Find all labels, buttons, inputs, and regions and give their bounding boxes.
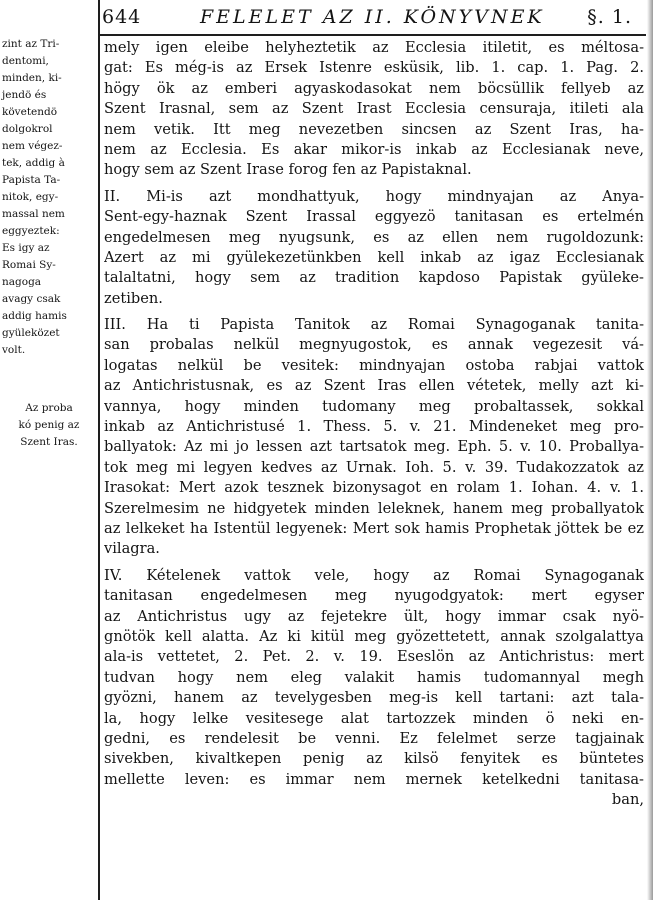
header-rule <box>98 34 646 36</box>
marginal-note-line: massal nem <box>2 208 65 220</box>
marginal-note-line: Es igy az <box>2 242 50 254</box>
text-line: ballyatok: Az mi jo lessen azt tartsatok meg. Eph. 5. v. 10. Proballya- <box>104 438 644 456</box>
text-line: tok meg mi legyen kedves az Urnak. Ioh. 5. v. 39. Tudakozzatok az <box>104 458 644 476</box>
text-line: gat: Es még-is az Ersek Istenre esküsik, lib. 1. cap. 1. Pag. 2. <box>104 59 644 77</box>
text-line: mely igen eleibe helyheztetik az Ecclesia itiletit, es méltosa- <box>104 39 644 56</box>
text-line: gnötök kell alatta. Az ki kitül meg gyözettetett, annak szolgalattya <box>104 627 644 645</box>
section-mark: §. 1. <box>587 6 632 28</box>
text-line: Sent-egy-haznak Szent Irassal eggyezö tanitasan es ertelmén <box>104 208 644 226</box>
text-line: inkab az Antichristusé 1. Thess. 5. v. 21. Mindeneket meg pro- <box>104 418 644 436</box>
marginal-note-line: Romai Sy- <box>2 259 56 271</box>
marginal-note-line: volt. <box>2 344 26 356</box>
text-line: gyözni, hanem az tevelygesben meg-is kell tartani: azt tala- <box>104 689 644 707</box>
marginal-note-line: nitok, egy- <box>2 191 59 203</box>
text-line: mellette leven: es immar nem mernek ketelkedni tanitasa- <box>104 770 644 788</box>
page-edge-shadow <box>647 0 653 900</box>
text-line: nem az Ecclesia. Es akar mikor-is inkab az Ecclesianak neve, <box>104 140 644 158</box>
marginal-note <box>2 36 96 359</box>
text-line: Irasokat: Mert azok tesznek bizonysagot en rolam 1. Iohan. 4. v. 1. <box>104 479 644 497</box>
text-line: zetiben. <box>104 289 163 307</box>
main-text-block <box>104 38 644 810</box>
marginal-note-line: dolgokrol <box>2 123 53 135</box>
marginal-note-line: zint az Tri- <box>2 38 60 50</box>
marginal-note-line: nem végez- <box>2 140 63 152</box>
marginal-note-line: Az proba <box>25 402 73 414</box>
text-line: II. Mi-is azt mondhattyuk, hogy mindnyajan az Anya- <box>104 187 644 205</box>
page-number: 644 <box>102 6 142 28</box>
running-header <box>102 4 642 32</box>
text-line: Szent Irasnal, sem az Szent Irast Ecclesia censuraja, itileti ala <box>104 100 644 118</box>
marginal-note-line: jendö és <box>2 89 47 101</box>
marginal-note-line: gyüleközet <box>2 327 60 339</box>
marginal-note-line: addig hamis <box>2 310 67 322</box>
running-title: FELELET AZ II. KÖNYVNEK <box>200 6 545 28</box>
text-line: gedni, es rendelesit be venni. Ez felelmet serze tagjainak <box>104 729 644 747</box>
text-line: IV. Kételenek vattok vele, hogy az Romai Synagoganak <box>104 566 644 584</box>
marginal-note-line: avagy csak <box>2 293 61 305</box>
marginal-note-line: minden, ki- <box>2 72 62 84</box>
text-line: vilagra. <box>104 540 160 558</box>
marginal-note-line: tek, addig à <box>2 157 65 169</box>
text-line: hogy sem az Szent Irase forog fen az Papistaknal. <box>104 161 472 179</box>
text-line: Szerelmesim ne hidgyetek minden leleknek, hanem meg proballyatok <box>104 499 644 517</box>
text-line: tanitasan engedelmesen meg nyugodgyatok: mert egyser <box>104 587 644 605</box>
text-line: az Antichristusnak, es az Szent Iras ellen vétetek, melly azt ki- <box>104 377 644 395</box>
text-line: logatas nelkül be vesitek: mindnyajan ostoba rabjai vattok <box>104 356 644 374</box>
margin-rule <box>98 0 100 900</box>
marginal-note-line: nagoga <box>2 276 42 288</box>
text-line: III. Ha ti Papista Tanitok az Romai Synagoganak tanita- <box>104 316 644 334</box>
text-line: engedelmesen meg nyugsunk, es az ellen nem rugoldozunk: <box>104 228 644 246</box>
text-line: Azert az mi gyülekezetünkben kell inkab az igaz Ecclesianak <box>104 248 644 266</box>
text-line: az Antichristus ugy az fejetekre ült, hogy immar csak nyö- <box>104 607 644 625</box>
marginal-note-line: Szent Iras. <box>20 436 78 448</box>
marginal-note-line: követendö <box>2 106 58 118</box>
text-line: vannya, hogy minden tudomany meg probaltassek, sokkal <box>104 397 644 415</box>
text-line: sivekben, kivaltkepen penig az kilsö fenyitek es büntetes <box>104 750 644 768</box>
text-line: la, hogy lelke vesitesege alat tartozzek minden ö neki en- <box>104 709 644 727</box>
text-line: högy ök az emberi agyaskodasokat nem böcsüllik fellyeb az <box>104 79 644 97</box>
text-line: az lelkeket ha Istentül legyenek: Mert sok hamis Prophetak jöttek be ez <box>104 519 644 537</box>
marginal-note-line: eggyeztek: <box>2 225 60 237</box>
marginal-note-line: kó penig az <box>18 419 80 431</box>
text-line: ala-is vettetet, 2. Pet. 2. v. 19. Eseslön az Antichristus: mert <box>104 648 644 666</box>
text-line: nem vetik. Itt meg nevezetben sincsen az Szent Iras, ha- <box>104 120 644 138</box>
text-line: tudvan hogy nem eleg valakit hamis tudomannyal megh <box>104 668 644 686</box>
marginal-note-line: Papista Ta- <box>2 174 61 186</box>
text-line: ban, <box>611 791 644 809</box>
marginal-note <box>2 400 96 451</box>
marginal-note-line: dentomi, <box>2 55 49 67</box>
text-line: talaltatni, hogy sem az tradition kapdoso Papistak gyüleke- <box>104 269 644 287</box>
text-line: san probalas nelkül megnyugostok, es annak vegezesit vá- <box>104 336 644 354</box>
